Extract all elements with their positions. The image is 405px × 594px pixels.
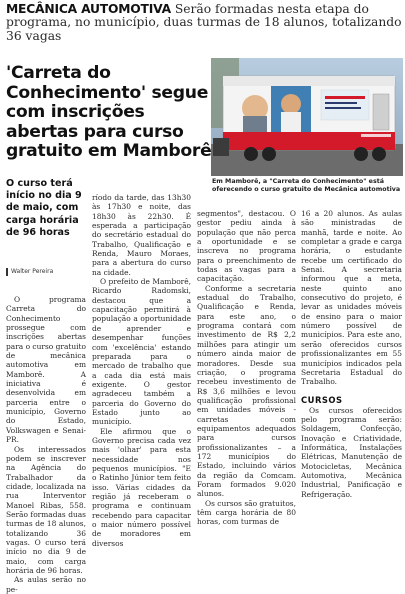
paragraph: 16 a 20 alunos. As aulas são ministradas de manhã, tarde e noite. Ao completar a grade e carga horária, o estudante recebe um certificado do Senai. A secretaria informou que a meta, neste quinto ano consecutivo do projeto, é levar as unidades móveis de ensino para o maior número possível de municípios. Para este ano, serão oferecidos cursos profissionalizantes em 55 municípios indicados pela Secretaria Estadual do Trabalho.: [301, 209, 402, 387]
truck-text-panel: [321, 90, 369, 120]
section-heading-cursos: CURSOS: [301, 394, 343, 405]
truck-trailer: [223, 76, 395, 150]
text-column-4: [301, 209, 402, 499]
top-news-kicker: MECÂNICA AUTOMOTIVA: [6, 2, 171, 16]
photo-caption-bold: Em Mamborê, a "Carreta do Conhecimento" está oferecendo o curso gratuito de Mecânica automotiva: [212, 178, 401, 193]
text-column-1: [6, 295, 86, 594]
article-headline: 'Carreta do Conhecimento' segue com inscrições abertas para curso gratuito em Mamborê: [6, 63, 212, 162]
paragraph: Os cursos oferecidos pelo programa serão: Soldagem, Confecção, Inovação e Criatividade, Informática, Instalações Elétricas, Manutenção de Motocicletas, Mecânica Automotiva, Mecânica Industrial, Panificação e Refrigeração.: [301, 405, 402, 499]
photo-caption: [212, 178, 404, 194]
paragraph: O prefeito de Mamborê, Ricardo Radomski, destacou que a capacitação permitirá à população a oportunidade de aprender e desempenhar funções com 'excelência' estando preparada para o mercado de trabalho que a cada dia está mais exigente. O gestor agradeceu também a parceria do Governo do Estado junto ao município.: [92, 277, 191, 427]
top-news-strip: [6, 3, 402, 43]
paragraph: Os interessados podem se inscrever na Agência do Trabalhador da cidade, localizada na rua Interventor Manoel Ribas, 558. Serão formadas duas turmas de 18 alunos, totalizando 36 vagas. O curso terá início no dia 9 de maio, com carga horária de 96 horas.: [6, 444, 86, 575]
person-figure-2: [281, 94, 301, 114]
paragraph: O programa Carreta do Conhecimento prossegue com inscrições abertas para o curso gratuito de mecânica automotiva em Mamborê. A iniciativa é desenvolvida em parceria entre o município, Governo do Estado, Volkswagen e Senai-PR.: [6, 295, 86, 445]
text-column-2: [92, 193, 191, 548]
paragraph: Conforme a secretaria estadual do Trabalho, Qualificação e Renda, para este ano, o programa contará com investimento de R$ 2,2 milhões para atingir um número ainda maior de moradores. Desde sua criação, o programa recebeu investimento de R$ 3,6 milhões e levou qualificação profissional em unidades móveis - carretas com equipamentos adequados para cursos profissionalizantes – a 172 municípios do Estado, incluindo vários da região da Comcam. Foram formados 9.020 alunos.: [197, 283, 296, 499]
photo-credit: Walter Pereira: [6, 268, 91, 276]
article-photo: [211, 58, 403, 176]
paragraph: ríodo da tarde, das 13h30 às 17h30 e noite, das 18h30 às 22h30. É esperada a participação do secretário estadual do Trabalho, Qualificação e Renda, Mauro Moraes, para a abertura do curso na cidade.: [92, 193, 191, 277]
paragraph: Ele afirmou que o Governo precisa cada vez mais 'olhar' para esta necessidade nos pequenos municípios. "E o Ratinho Júnior tem feito isso. Várias cidades da região já receberam o programa e continuam recebendo para capacitar o maior número possível de moradores em diversos: [92, 426, 191, 548]
truck-photo-illustration: [211, 58, 403, 176]
paragraph: Os cursos são gratuitos, têm carga horária de 80 horas, com turmas de: [197, 498, 296, 527]
text-column-3: [197, 209, 296, 527]
truck-door: [373, 94, 389, 130]
paragraph: segmentos", destacou. O gestor pediu ainda à população que não perca a oportunidade e se inscreva no programa para o preenchimento de todas as vagas para a capacitação.: [197, 209, 296, 284]
top-news-text: Serão formadas nesta etapa do programa, no município, duas turmas de 18 alunos, totalizando 36 vagas: [6, 2, 402, 43]
paragraph: As aulas serão no pe-: [6, 575, 86, 594]
article-lead: O curso terá início no dia 9 de maio, com carga horária de 96 horas: [6, 178, 82, 238]
stairs: [213, 138, 229, 156]
